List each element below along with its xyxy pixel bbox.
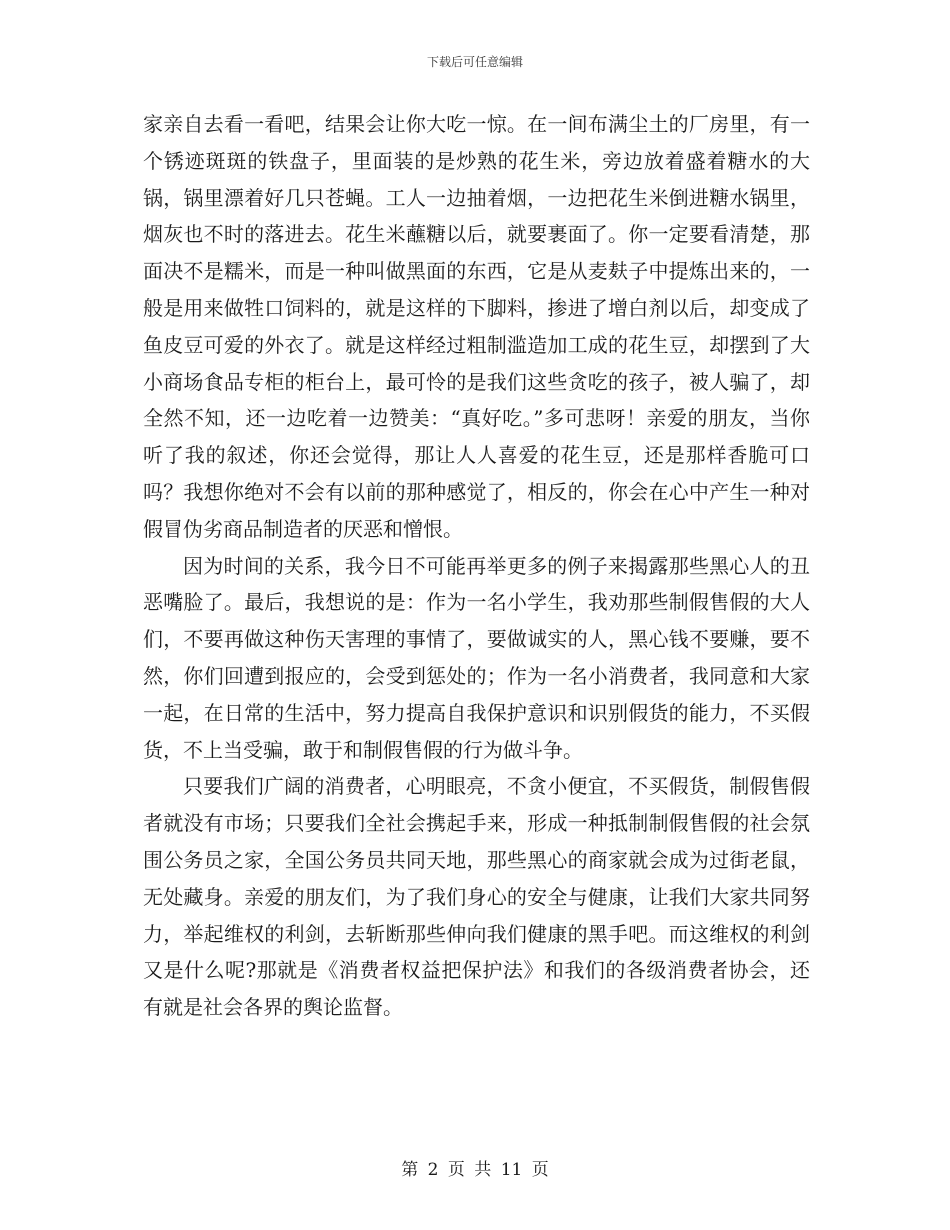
paragraph-1: 家亲自去看一看吧，结果会让你大吃一惊。在一间布满尘土的厂房里，有一个锈迹斑斑的铁盘子，里面装的是炒熟的花生米，旁边放着盛着糖水的大锅，锅里漂着好几只苍蝇。工人一边抽着烟，一边把花生米倒进糖水锅里，烟灰也不时的落进去。花生米蘸糖以后，就要裹面了。你一定要看清楚，那面决不是糯米，而是一种叫做黑面的东西，它是从麦麸子中提炼出来的，一般是用来做牲口饲料的，就是这样的下脚料，掺进了增白剂以后，却变成了鱼皮豆可爱的外衣了。就是这样经过粗制滥造加工成的花生豆，却摆到了大小商场食品专柜的柜台上，最可怜的是我们这些贪吃的孩子，被人骗了，却全然不知，还一边吃着一边赞美：“真好吃。”多可悲呀！亲爱的朋友，当你听了我的叙述，你还会觉得，那让人人喜爱的花生豆，还是那样香脆可口吗？我想你绝对不会有以前的那种感觉了，相反的，你会在心中产生一种对假冒伪劣商品制造者的厌恶和憎恨。 bbox=[143, 112, 810, 541]
page-number: 第 2 页 共 11 页 bbox=[401, 1160, 549, 1180]
page-header: 下载后可任意编辑 bbox=[426, 55, 523, 69]
paragraph-2: 因为时间的关系，我今日不可能再举更多的例子来揭露那些黑心人的丑恶嘴脸了。最后，我想说的是：作为一名小学生，我劝那些制假售假的大人们，不要再做这种伤天害理的事情了，要做诚实的人，黑心钱不要赚，要不然，你们回遭到报应的，会受到惩处的；作为一名小消费者，我同意和大家一起，在日常的生活中，努力提高自我保护意识和识别假货的能力，不买假货，不上当受骗，敢于和制假售假的行为做斗争。 bbox=[143, 553, 810, 762]
paragraph-3: 只要我们广阔的消费者，心明眼亮，不贪小便宜，不买假货，制假售假者就没有市场；只要我们全社会携起手来，形成一种抵制制假售假的社会氛围公务员之家，全国公务员共同天地，那些黑心的商家就会成为过街老鼠，无处藏身。亲爱的朋友们，为了我们身心的安全与健康，让我们大家共同努力，举起维权的利剑，去斩断那些伸向我们健康的黑手吧。而这维权的利剑又是什么呢?那就是《消费者权益把保护法》和我们的各级消费者协会，还有就是社会各界的舆论监督。 bbox=[143, 774, 810, 1020]
document-body bbox=[143, 106, 810, 1026]
